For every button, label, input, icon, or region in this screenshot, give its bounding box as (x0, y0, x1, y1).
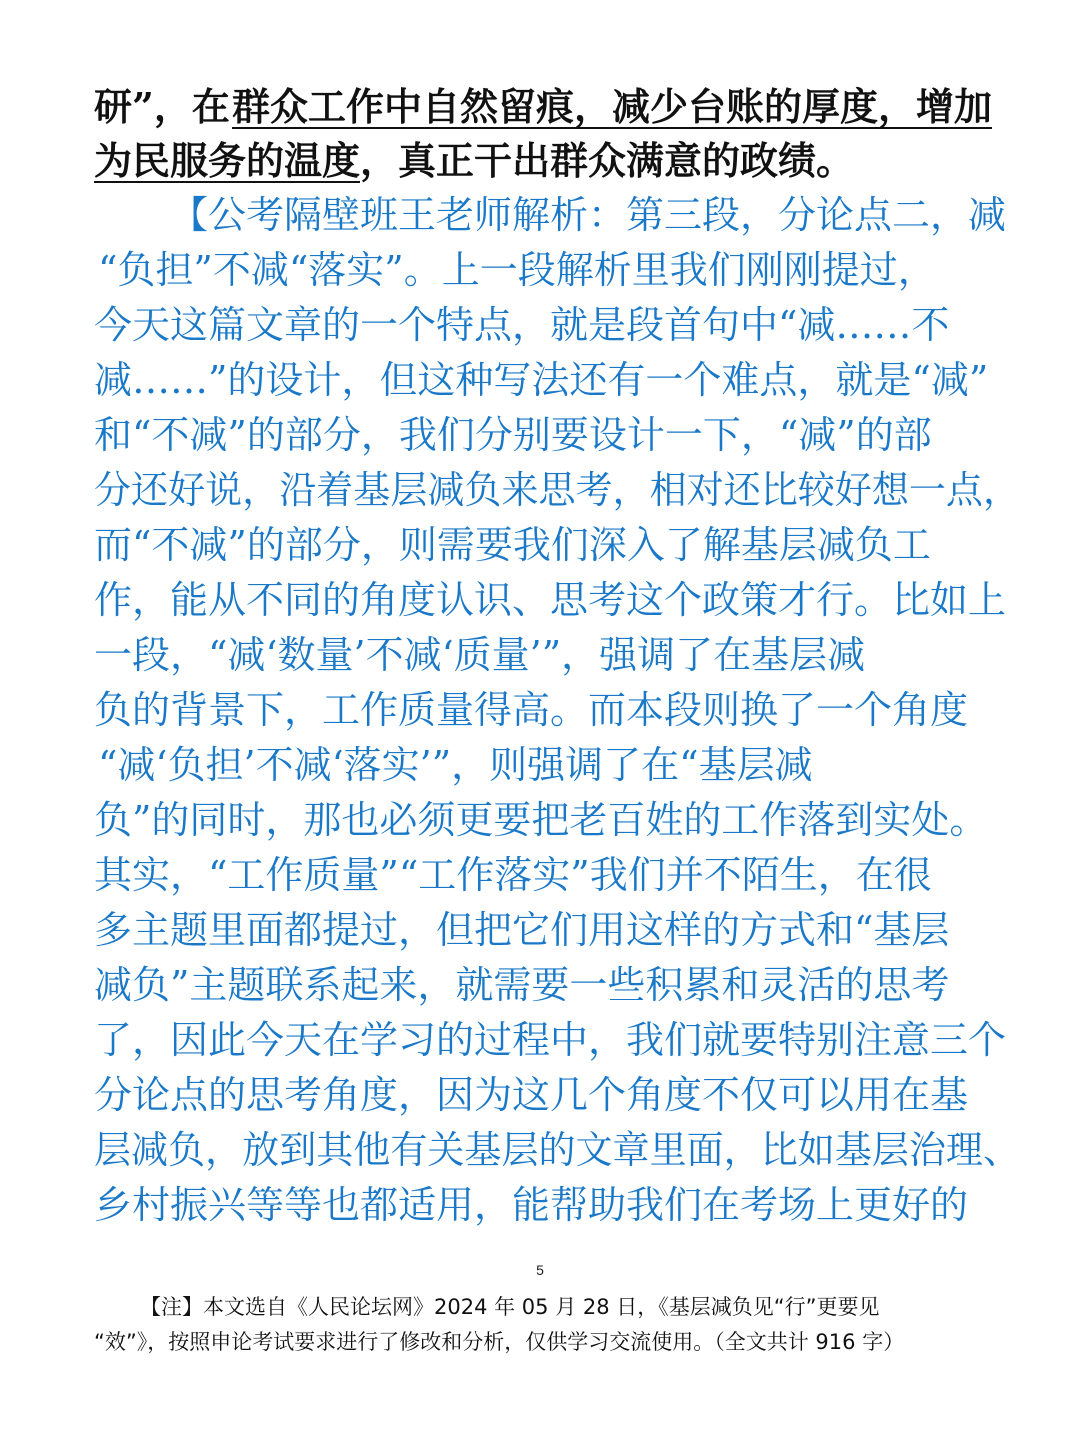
analysis-line-text: 减……”的设计，但这种写法还有一个难点，就是“减” (94, 358, 989, 402)
analysis-line-text: 作，能从不同的角度认识、思考这个政策才行。比如上 (94, 578, 1007, 622)
footer-note-text: 【注】本文选自《人民论坛网》2024 年 05 月 28 日，《基层减负见“行”更要见 (140, 1295, 880, 1319)
article-line-1-prefix: 研”，在 (94, 84, 230, 129)
analysis-line-text: 【公考隔壁班王老师解析：第三段，分论点二，减 (170, 193, 1007, 237)
analysis-line-text: 了，因此今天在学习的过程中，我们就要特别注意三个 (94, 1018, 1007, 1062)
analysis-line-text: 减负”主题联系起来，就需要一些积累和灵活的思考 (94, 963, 950, 1007)
page-number: 5 (536, 1262, 544, 1278)
analysis-line-text: 乡村振兴等等也都适用，能帮助我们在考场上更好的 (94, 1183, 969, 1227)
analysis-line-text: 层减负，放到其他有关基层的文章里面，比如基层治理、 (94, 1128, 1021, 1172)
analysis-line (0, 188, 1080, 242)
analysis-line (0, 573, 1080, 627)
analysis-line (0, 463, 1080, 517)
analysis-line (0, 518, 1080, 572)
analysis-line (0, 848, 1080, 902)
analysis-line-text: “负担”不减“落实”。上一段解析里我们刚刚提过， (98, 248, 936, 292)
analysis-line (0, 1123, 1080, 1177)
article-line-2-suffix: ，真正干出群众满意的政绩。 (360, 138, 855, 183)
analysis-line-text: 负”的同时，那也必须更要把老百姓的工作落到实处。 (94, 798, 988, 842)
analysis-line-text: 负的背景下，工作质量得高。而本段则换了一个角度 (94, 688, 969, 732)
article-line-1-underlined: 群众工作中自然留痕，减少台账的厚度，增加 (232, 84, 993, 129)
analysis-line (0, 243, 1080, 297)
analysis-line (0, 298, 1080, 352)
analysis-line (0, 738, 1080, 792)
analysis-line-text: 一段，“减‘数量’不减‘质量’”，强调了在基层减 (94, 633, 866, 677)
analysis-line (0, 793, 1080, 847)
article-line-2-underlined: 为民服务的温度 (94, 138, 361, 183)
analysis-line (0, 628, 1080, 682)
analysis-line (0, 1178, 1080, 1232)
analysis-line (0, 958, 1080, 1012)
footer-note-line-1 (0, 1290, 1080, 1324)
analysis-line (0, 353, 1080, 407)
footer-note-line-2 (0, 1325, 1080, 1359)
analysis-line (0, 408, 1080, 462)
analysis-line-text: “减‘负担’不减‘落实’”，则强调了在“基层减 (98, 743, 813, 787)
analysis-line (0, 683, 1080, 737)
article-line-2 (0, 134, 1080, 188)
analysis-line-text: 其实，“工作质量”“工作落实”我们并不陌生，在很 (94, 853, 932, 897)
analysis-line-text: 和“不减”的部分，我们分别要设计一下，“减”的部 (94, 413, 932, 457)
analysis-line-text: 而“不减”的部分，则需要我们深入了解基层减负工 (94, 523, 931, 567)
analysis-line-text: 分还好说，沿着基层减负来思考，相对还比较好想一点， (94, 468, 1021, 512)
article-line-1 (0, 80, 1080, 134)
analysis-line-text: 分论点的思考角度，因为这几个角度不仅可以用在基 (94, 1073, 969, 1117)
analysis-line (0, 1068, 1080, 1122)
footer-note-text: “效”》，按照申论考试要求进行了修改和分析，仅供学习交流使用。（全文共计 916 字） (94, 1330, 905, 1354)
analysis-line (0, 903, 1080, 957)
analysis-line-text: 今天这篇文章的一个特点，就是段首句中“减……不 (94, 303, 950, 347)
analysis-line (0, 1013, 1080, 1067)
analysis-line-text: 多主题里面都提过，但把它们用这样的方式和“基层 (94, 908, 950, 952)
